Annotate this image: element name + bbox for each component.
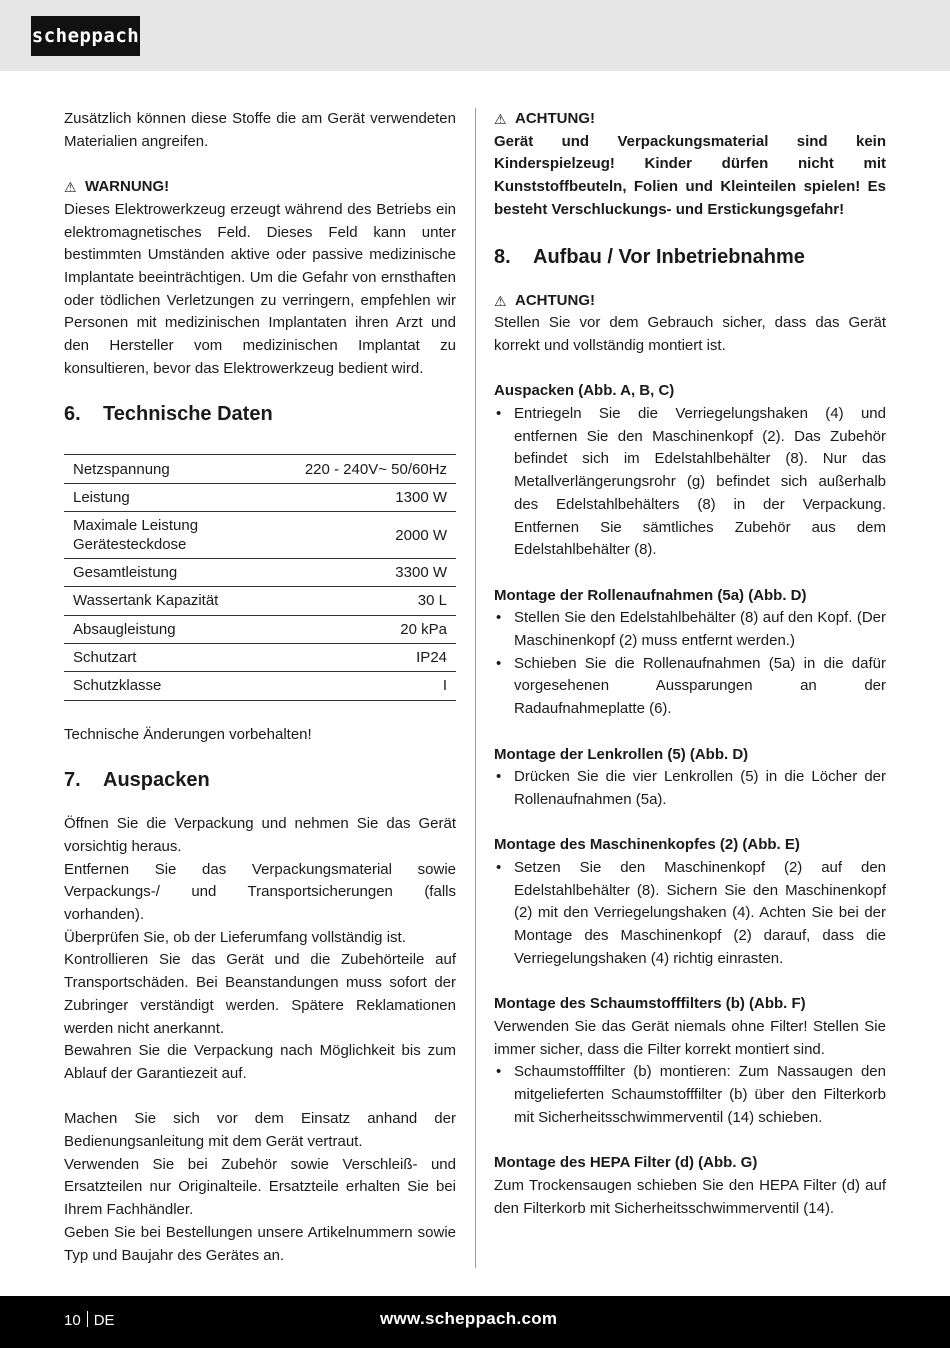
warning-heading [64,176,456,199]
spec-value: 30 L [296,587,456,615]
separator [87,1311,88,1327]
rollers-heading: Montage der Rollenaufnahmen (5a) (Abb. D) [494,586,807,604]
page-header [0,0,950,71]
spec-value: 2000 W [296,512,456,559]
page-number [64,1310,115,1333]
spec-row [64,615,456,643]
spec-value: 3300 W [296,559,456,587]
attention-title: ACHTUNG! [515,291,595,309]
head-list [494,857,886,971]
paragraph: Verwenden Sie bei Zubehör sowie Verschleiß- und Ersatzteilen nur Originalteile. Ersatzteile erhalten Sie bei Ihrem Fachhändler. [64,1155,456,1219]
casters-heading: Montage der Lenkrollen (5) (Abb. D) [494,745,749,763]
unpack-heading: Auspacken (Abb. A, B, C) [494,382,675,400]
attention-title: ACHTUNG! [515,110,595,127]
list-item: • Drücken Sie die vier Lenkrollen (5) in die Löcher der Rollenaufnahmen (5a). [494,766,886,811]
foam-filter-heading: Montage des Schaumstofffilters (b) (Abb. F) [494,995,806,1013]
warning-triangle-icon: ⚠ [64,179,77,196]
paragraph: Bewahren Sie die Verpackung nach Möglichkeit bis zum Ablauf der Garantiezeit auf. [64,1042,456,1082]
language-code: DE [93,1312,115,1329]
spec-row [64,643,456,671]
attention-heading [494,108,886,131]
page-number-value: 10 [64,1312,81,1329]
paragraph: Kontrollieren Sie das Gerät und die Zubehörteile auf Transportschäden. Bei Beanstandungen muss sofort der Zubringer verständigt werden. Spätere Reklamationen werden nicht anerkannt. [64,951,456,1037]
spec-value: IP24 [296,643,456,671]
spec-label: Netzspannung [64,455,296,483]
hepa-filter-heading: Montage des HEPA Filter (d) (Abb. G) [494,1154,758,1172]
spec-value: 220 - 240V~ 50/60Hz [296,455,456,483]
foam-filter-text: Verwenden Sie das Gerät niemals ohne Filter! Stellen Sie immer sicher, dass die Filter korrekt montiert sind. [494,1017,886,1058]
left-column [64,108,456,1267]
attention-text: Gerät und Verpackungsmaterial sind kein Kinderspielzeug! Kinder dürfen nicht mit Kunststoffbeuteln, Folien und Kleinteilen spielen! Es besteht Verschluckungs- und Erstickungsgefahr! [494,132,886,218]
paragraph: Geben Sie bei Bestellungen unsere Artikelnummern sowie Typ und Baujahr des Gerätes an. [64,1223,456,1264]
paragraph: Entfernen Sie das Verpackungsmaterial sowie Verpackungs-/ und Transportsicherungen (falls vorhanden). [64,860,456,924]
brand-logo: scheppach [31,16,140,56]
spec-label: Leistung [64,483,296,511]
column-divider [475,108,476,1268]
spec-label: Wassertank Kapazität [64,587,296,615]
section-number: 6. [64,403,81,426]
section-title: Auspacken [103,769,210,792]
spec-label: Absaugleistung [64,615,296,643]
page-footer [0,1296,950,1348]
paragraph: Machen Sie sich vor dem Einsatz anhand der Bedienungsanleitung mit dem Gerät vertraut. [64,1110,456,1151]
spec-label: Schutzart [64,643,296,671]
spec-row [64,559,456,587]
list-item: • Schaumstofffilter (b) montieren: Zum Nassaugen den mitgelieferten Schaumstofffilter (b) über den Filterkorb mit Sicherheitsschwimmerventil (14) schieben. [494,1061,886,1129]
foam-filter-list [494,1061,886,1129]
attention-heading [494,290,886,313]
spec-value: 1300 W [296,483,456,511]
usage-paragraphs [64,1108,456,1267]
section-8-heading [494,244,886,270]
paragraph: Überprüfen Sie, ob der Lieferumfang vollständig ist. [64,928,406,946]
section-number: 8. [494,245,511,268]
section-6-heading [64,401,456,427]
intro-paragraph: Zusätzlich können diese Stoffe die am Gerät verwendeten Materialien angreifen. [64,110,456,150]
list-item: • Stellen Sie den Edelstahlbehälter (8) auf den Kopf. (Der Maschinenkopf (2) muss entfernt werden.) [494,607,886,652]
warning-triangle-icon: ⚠ [494,292,507,309]
spec-label: Schutzklasse [64,672,296,700]
section-title: Technische Daten [103,403,273,426]
spec-row [64,455,456,483]
hepa-filter-text: Zum Trockensaugen schieben Sie den HEPA Filter (d) auf den Filterkorb mit Sicherheitsschwimmerventil (14). [494,1176,886,1217]
changes-note: Technische Änderungen vorbehalten! [64,725,312,743]
section-title: Aufbau / Vor Inbetriebnahme [533,245,805,268]
spec-row [64,512,456,559]
spec-value: I [296,672,456,700]
spec-label: Maximale Leistung Gerätesteckdose [64,512,296,559]
head-heading: Montage des Maschinenkopfes (2) (Abb. E) [494,836,800,854]
warning-triangle-icon: ⚠ [494,111,507,127]
spec-value: 20 kPa [296,615,456,643]
spec-row [64,587,456,615]
list-item: • Schieben Sie die Rollenaufnahmen (5a) in die dafür vorgesehenen Aussparungen an der Radaufnahmeplatte (6). [494,653,886,721]
spec-row [64,672,456,700]
spec-label: Gesamtleistung [64,559,296,587]
website-url[interactable]: www.scheppach.com [380,1309,558,1328]
casters-list [494,766,886,811]
section-7-heading [64,767,456,793]
warning-title: WARNUNG! [85,178,170,196]
section-number: 7. [64,769,81,792]
warning-text: Dieses Elektrowerkzeug erzeugt während des Betriebs ein elektromagnetisches Feld. Dieses Feld kann unter bestimmten Umständen aktive oder passive medizinische Implantate beeinträchtigen. Um die Gefahr von ernsthaften oder tödlichen Verletzungen zu verringern, empfehlen wir Personen mit medizinischen Implantaten ihren Arzt und den Hersteller vom medizinischen Implantat zu konsultieren, bevor das Elektrowerkzeug bedient wird. [64,200,456,377]
attention-text: Stellen Sie vor dem Gebrauch sicher, dass das Gerät korrekt und vollständig montiert ist. [494,314,886,354]
spec-row [64,483,456,511]
list-item: • Entriegeln Sie die Verriegelungshaken (4) und entfernen Sie den Maschinenkopf (2). Das Zubehör befindet sich im Edelstahlbehälter (8). Nur das Metallverlängerungsrohr (g) befindet sich außerhalb des Edelstahlbehälters (8) in der Verpackung. Entfernen Sie sämtliches Zubehör aus dem Edelstahlbehälter (8). [494,403,886,562]
unpacking-paragraphs [64,813,456,1085]
spec-table [64,454,456,700]
unpack-list [494,403,886,562]
paragraph: Öffnen Sie die Verpackung und nehmen Sie das Gerät vorsichtig heraus. [64,815,456,855]
rollers-list [494,607,886,721]
list-item: • Setzen Sie den Maschinenkopf (2) auf den Edelstahlbehälter (8). Sichern Sie den Maschinenkopf (2) mit den Verriegelungshaken (4). Achten Sie bei der Montage des Maschinenkopf (2) darauf, dass die Verriegelungshaken (4) richtig einrasten. [494,857,886,971]
right-column [494,108,886,1220]
